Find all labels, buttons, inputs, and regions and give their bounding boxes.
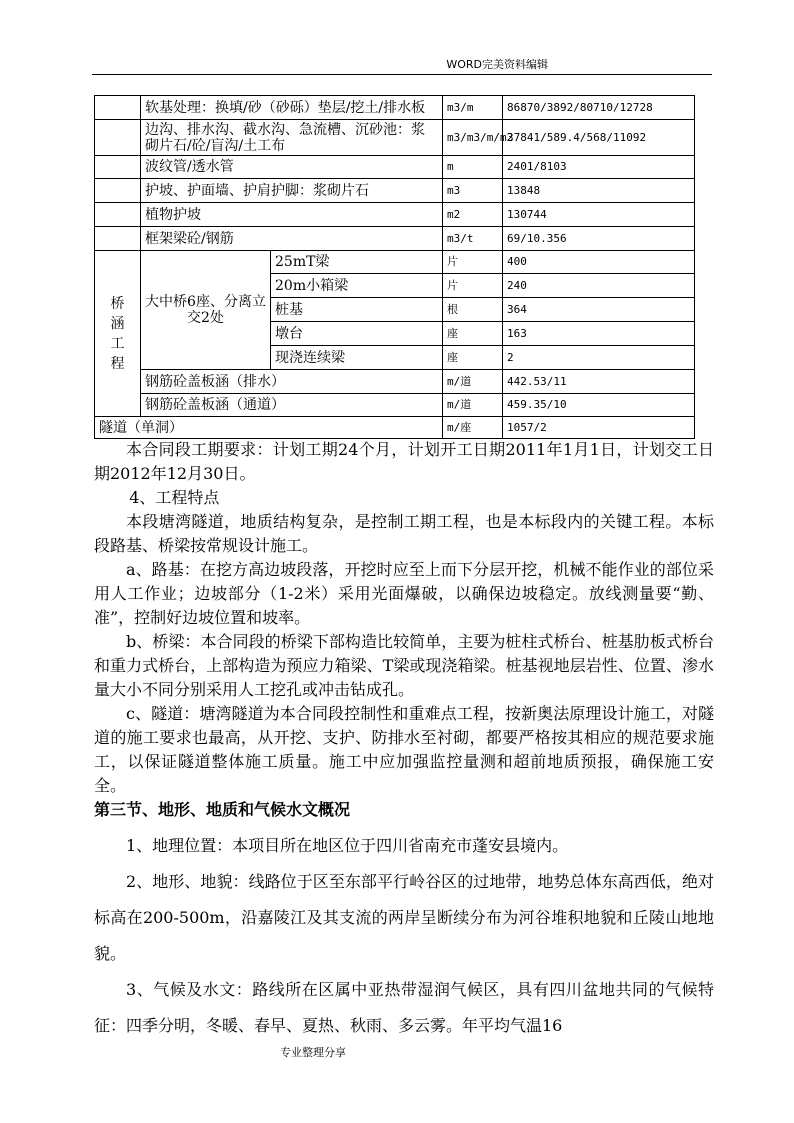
quantity-cell: 2 <box>503 346 695 370</box>
quantity-cell: 442.53/11 <box>503 370 695 394</box>
table-row <box>95 203 695 227</box>
quantity-cell: 130744 <box>503 203 695 227</box>
page-header-title: WORD完美资料编辑 <box>446 58 548 71</box>
item-cell: 植物护坡 <box>141 203 443 227</box>
item-cell: 隧道（单洞） <box>95 417 443 439</box>
blank-category-cell <box>95 120 141 156</box>
climate-paragraph: 3、气候及水文：路线所在区属中亚热带湿润气候区，具有四川盆地共同的气候特征：四季分明，冬暖、春早、夏热、秋雨、多云雾。年平均气温16 <box>94 980 714 1035</box>
item-cell: 25mT梁 <box>271 251 443 274</box>
item-cell: 钢筋砼盖板涵（排水） <box>141 370 443 394</box>
quantities-table <box>94 95 695 439</box>
bridge-category-label <box>95 294 140 374</box>
quantity-cell: 163 <box>503 322 695 346</box>
quantity-cell: 37841/589.4/568/11092 <box>503 120 695 156</box>
unit-cell: m/座 <box>443 417 503 439</box>
section-title: 第三节、地形、地质和气候水文概况 <box>94 800 351 819</box>
blank-category-cell <box>95 156 141 179</box>
bridge-category-char: 涵 <box>110 315 125 332</box>
blank-category-cell <box>95 179 141 203</box>
quantity-cell: 13848 <box>503 179 695 203</box>
feature-tunnel-paragraph: c、隧道：塘湾隧道为本合同段控制性和重难点工程，按新奥法原理设计施工，对隧道的施工要求也最高，从开挖、支护、防排水至衬砌，都要严格按其相应的规范要求施工，以保证隧道整体施工质量。施工中应加强监控量测和超前地质预报，确保施工安全。 <box>94 704 714 795</box>
quantity-cell: 1057/2 <box>503 417 695 439</box>
item-cell: 波纹管/透水管 <box>141 156 443 179</box>
table-row <box>95 417 695 439</box>
unit-cell: m3/m <box>443 96 503 120</box>
unit-cell: 座 <box>443 346 503 370</box>
bridge-category-char: 工 <box>110 335 125 352</box>
feature-bridge-paragraph: b、桥梁：本合同段的桥梁下部构造比较简单，主要为桩柱式桥台、桩基肋板式桥台和重力式桥台，上部构造为预应力箱梁、T梁或现浇箱梁。桩基视地层岩性、位置、渗水量大小不同分别采用人工挖孔或冲击钻成孔。 <box>94 632 714 699</box>
bridge-category-char: 桥 <box>110 295 125 312</box>
item-cell: 护坡、护面墙、护肩护脚：浆砌片石 <box>141 179 443 203</box>
bridge-group-cell: 大中桥6座、分离立交2处 <box>141 251 271 370</box>
blank-category-cell <box>95 96 141 120</box>
feature-intro-paragraph: 本段塘湾隧道，地质结构复杂，是控制工期工程，也是本标段内的关键工程。本标段路基、桥梁按常规设计施工。 <box>94 512 714 555</box>
item-cell: 桩基 <box>271 298 443 322</box>
table-row <box>95 394 695 417</box>
feature-heading: 4、工程特点 <box>129 488 220 507</box>
terrain-paragraph: 2、地形、地貌：线路位于区至东部平行岭谷区的过地带，地势总体东高西低，绝对标高在200-500m，沿嘉陵江及其支流的两岸呈断续分布为河谷堆积地貌和丘陵山地地貌。 <box>94 872 714 963</box>
unit-cell: m/道 <box>443 394 503 417</box>
unit-cell: 片 <box>443 251 503 274</box>
table-row <box>95 179 695 203</box>
quantity-cell: 400 <box>503 251 695 274</box>
unit-cell: m/道 <box>443 370 503 394</box>
quantity-cell: 364 <box>503 298 695 322</box>
item-cell: 20m小箱梁 <box>271 274 443 298</box>
unit-cell: 片 <box>443 274 503 298</box>
quantity-cell: 240 <box>503 274 695 298</box>
unit-cell: m3/m3/m/m2 <box>443 120 503 156</box>
item-cell: 钢筋砼盖板涵（通道） <box>141 394 443 417</box>
page-footer: 专业整理分享 <box>280 1046 346 1059</box>
quantity-cell: 2401/8103 <box>503 156 695 179</box>
unit-cell: m3 <box>443 179 503 203</box>
unit-cell: 座 <box>443 322 503 346</box>
geography-block <box>94 828 714 1044</box>
table-row <box>95 156 695 179</box>
item-cell: 边沟、排水沟、截水沟、急流槽、沉砂池：浆砌片石/砼/盲沟/土工布 <box>141 120 443 156</box>
quantity-cell: 69/10.356 <box>503 227 695 251</box>
bridge-category-char: 程 <box>110 355 125 372</box>
item-cell: 现浇连续梁 <box>271 346 443 370</box>
table-row <box>95 370 695 394</box>
blank-category-cell <box>95 227 141 251</box>
location-paragraph: 1、地理位置：本项目所在地区位于四川省南充市蓬安县境内。 <box>126 836 569 855</box>
header-divider <box>92 74 712 75</box>
item-cell: 软基处理：换填/砂（砂砾）垫层/挖土/排水板 <box>141 96 443 120</box>
unit-cell: m2 <box>443 203 503 227</box>
project-features-block <box>94 438 714 822</box>
table-row <box>95 120 695 156</box>
table-row <box>95 227 695 251</box>
feature-roadbed-paragraph: a、路基：在挖方高边坡段落，开挖时应至上而下分层开挖，机械不能作业的部位采用人工作业；边坡部分（1-2米）采用光面爆破，以确保边坡稳定。放线测量要“勤、准”，控制好边坡位置和坡率。 <box>94 560 714 627</box>
blank-category-cell <box>95 203 141 227</box>
unit-cell: m <box>443 156 503 179</box>
table-row <box>95 96 695 120</box>
unit-cell: 根 <box>443 298 503 322</box>
quantity-cell: 86870/3892/80710/12728 <box>503 96 695 120</box>
item-cell: 墩台 <box>271 322 443 346</box>
schedule-paragraph: 本合同段工期要求：计划工期24个月，计划开工日期2011年1月1日，计划交工日期2012年12月30日。 <box>94 440 714 483</box>
bridge-category-cell <box>95 251 141 417</box>
quantity-cell: 459.35/10 <box>503 394 695 417</box>
item-cell: 框架梁砼/钢筋 <box>141 227 443 251</box>
unit-cell: m3/t <box>443 227 503 251</box>
table-row <box>95 251 695 274</box>
